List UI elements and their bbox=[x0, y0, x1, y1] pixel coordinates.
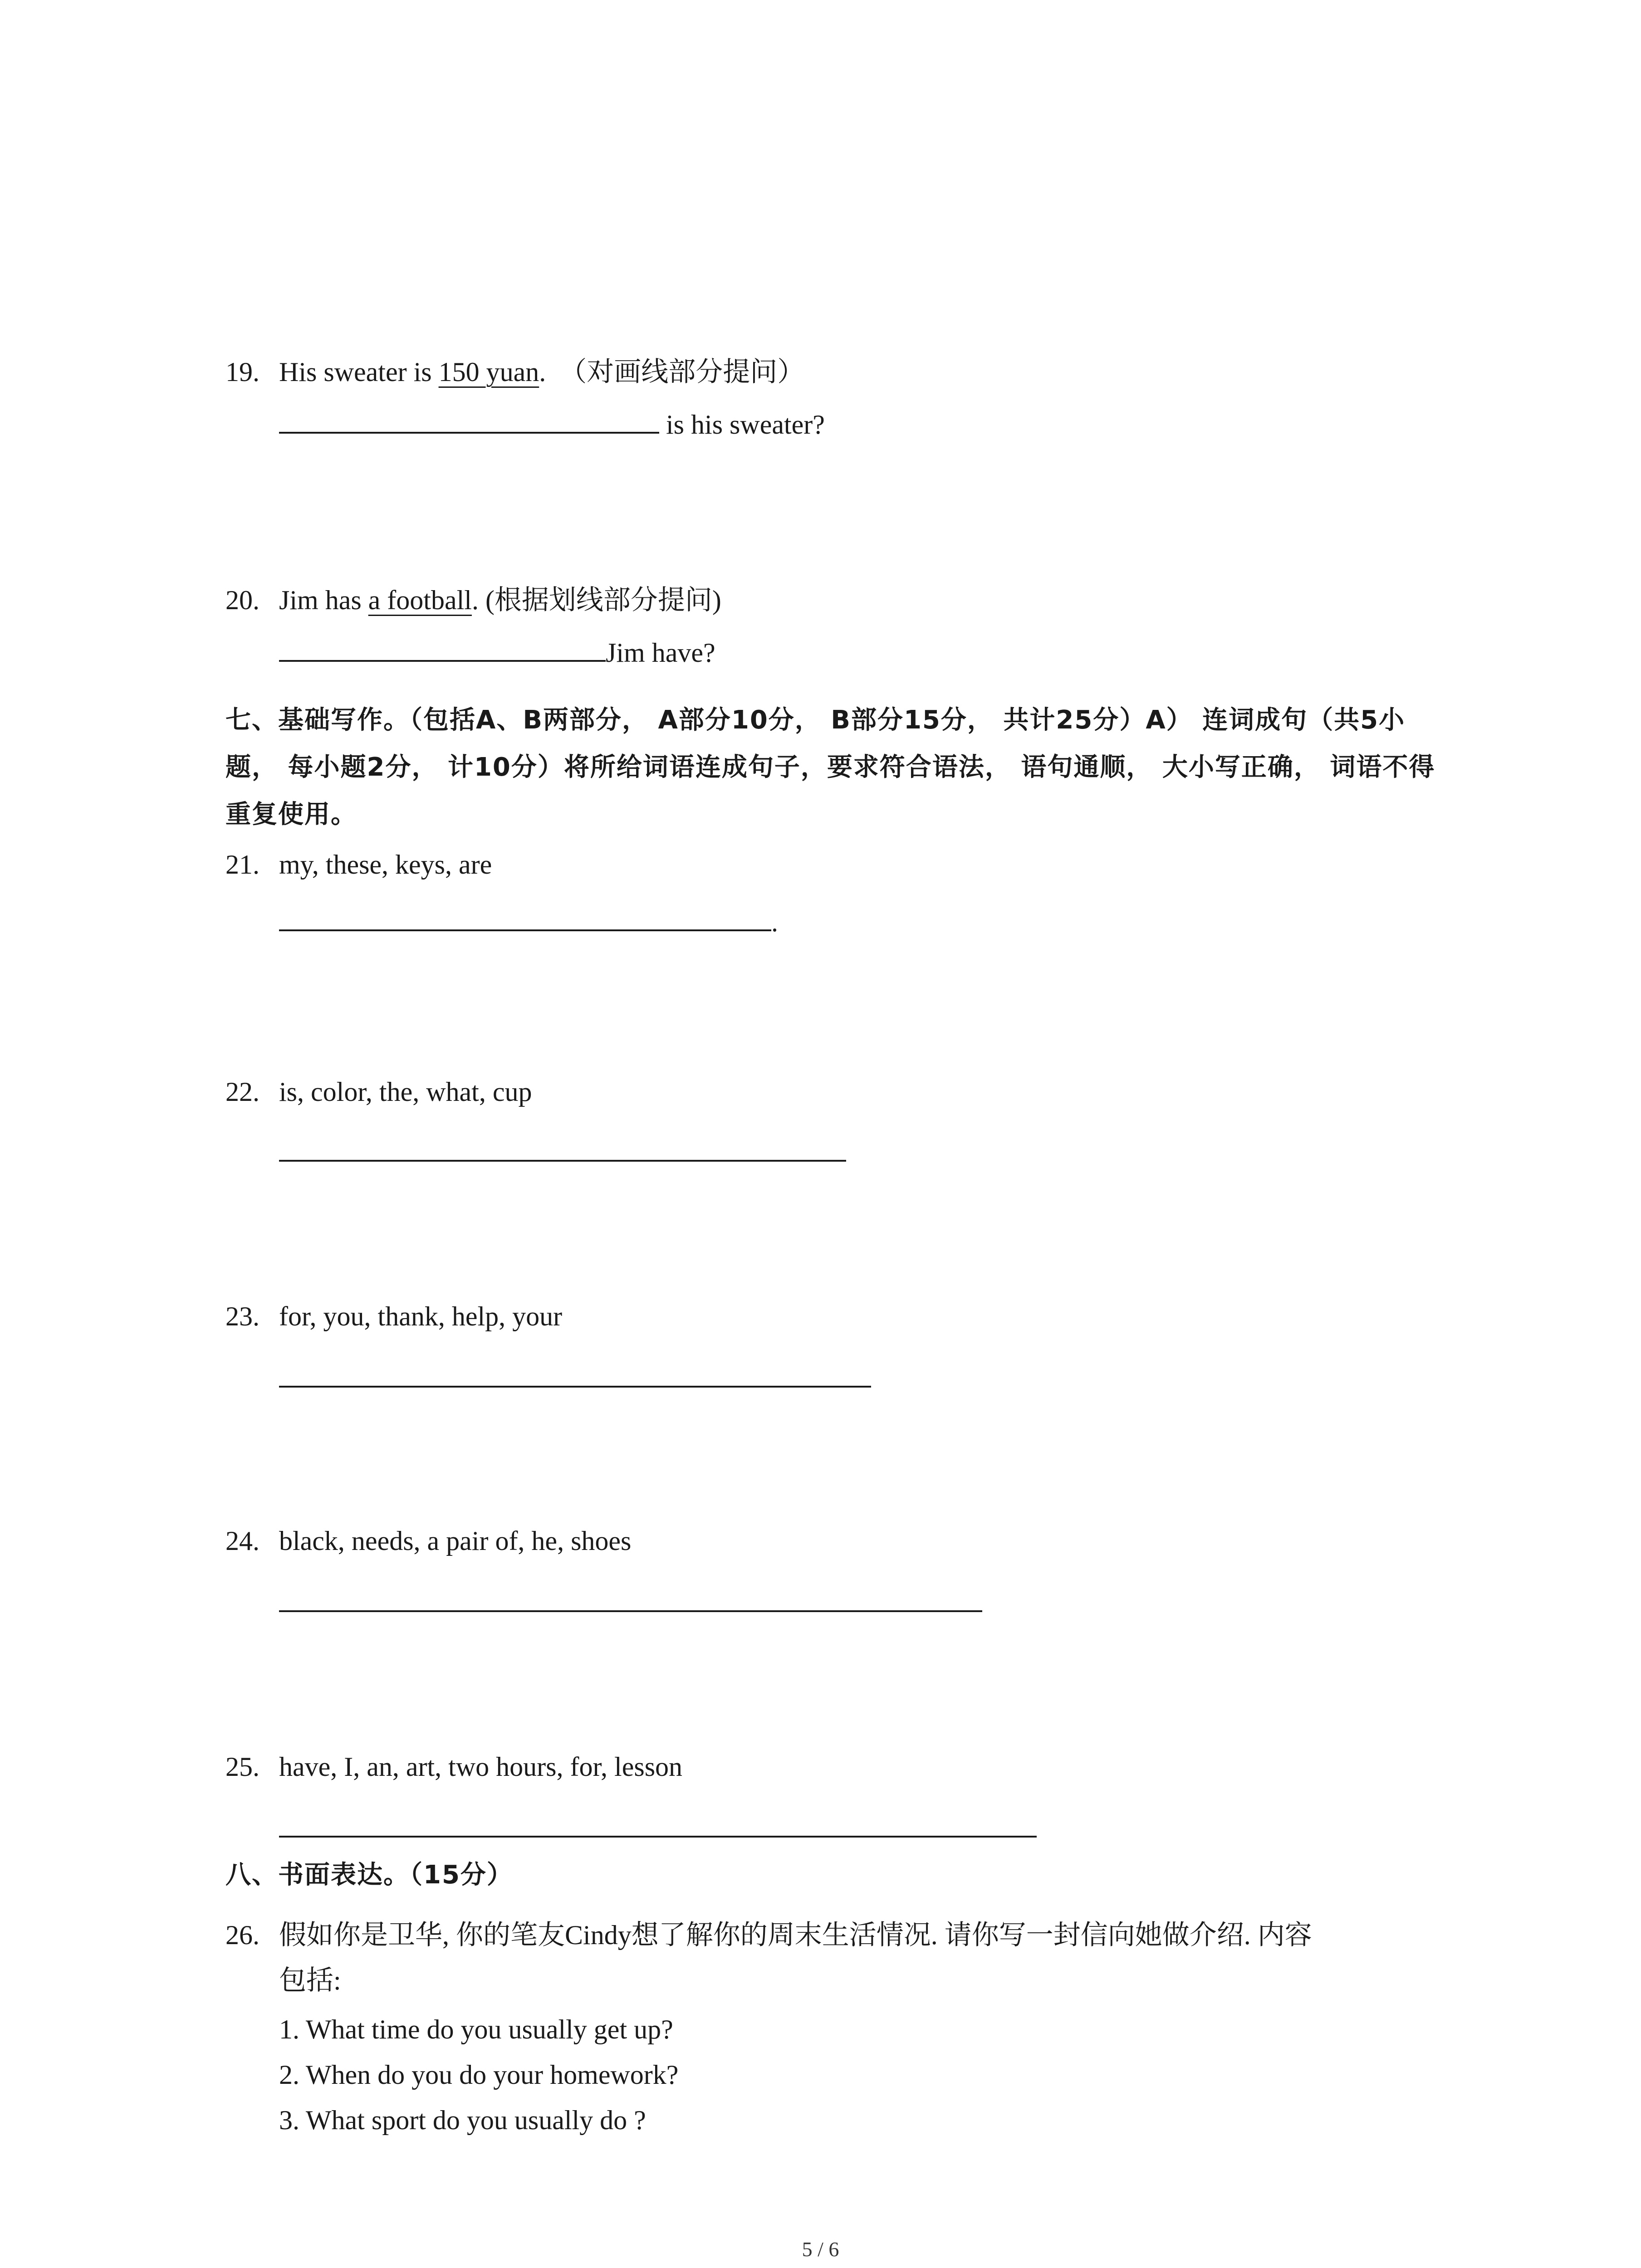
question-number: 22. bbox=[225, 1077, 260, 1107]
question-text-post: . (根据划线部分提问) bbox=[471, 585, 721, 615]
answer-blank[interactable] bbox=[279, 404, 659, 434]
question-number: 20. bbox=[225, 585, 260, 615]
question-number: 24. bbox=[225, 1526, 260, 1556]
question-text-pre: Jim has bbox=[279, 585, 368, 615]
question-number: 19. bbox=[225, 357, 260, 387]
answer-blank[interactable] bbox=[279, 1132, 846, 1162]
answer-blank[interactable] bbox=[279, 632, 606, 662]
question-text: have, I, an, art, two hours, for, lesson bbox=[279, 1752, 683, 1782]
section-7-heading: 七、基础写作。（包括A、B两部分， A部分10分， B部分15分， 共计25分）A） 连词成句（共5小题， 每小题2分， 计10分）将所给词语连成句子，要求符合语法， 语句通顺， 大小写正确， 词语不得重复使用。 bbox=[225, 705, 1435, 829]
question-text-line-1: 假如你是卫华, 你的笔友Cindy想了解你的周末生活情况. 请你写一封信向她做介绍. 内容 bbox=[279, 1920, 1312, 1950]
answer-line-25 bbox=[279, 1808, 1037, 1847]
answer-line-23 bbox=[279, 1358, 871, 1397]
answer-line-21 bbox=[279, 901, 778, 940]
question-number: 23. bbox=[225, 1301, 260, 1331]
question-26 bbox=[225, 1917, 1312, 1953]
underlined-phrase: a football bbox=[368, 585, 472, 615]
answer-suffix: Jim have? bbox=[606, 638, 715, 668]
question-19 bbox=[225, 354, 804, 390]
question-26-line-2: 包括: bbox=[279, 1965, 341, 1995]
question-text-pre: His sweater is bbox=[279, 357, 439, 387]
question-22 bbox=[225, 1074, 532, 1110]
section-8-heading: 八、书面表达。（15分） bbox=[225, 1860, 513, 1890]
answer-blank[interactable] bbox=[279, 1582, 982, 1612]
question-text: my, these, keys, are bbox=[279, 850, 492, 880]
question-23 bbox=[225, 1298, 562, 1334]
answer-line-19 bbox=[279, 404, 825, 443]
list-item: 3. What sport do you usually do ? bbox=[279, 2105, 646, 2135]
question-number: 25. bbox=[225, 1752, 260, 1782]
answer-line-20 bbox=[279, 632, 715, 671]
list-item: 2. When do you do your homework? bbox=[279, 2060, 679, 2090]
answer-line-22 bbox=[279, 1132, 846, 1171]
underlined-phrase: 150 yuan bbox=[438, 357, 539, 387]
answer-line-24 bbox=[279, 1582, 982, 1621]
question-21 bbox=[225, 846, 492, 883]
answer-blank[interactable] bbox=[279, 1808, 1037, 1838]
answer-blank[interactable] bbox=[279, 1358, 871, 1388]
question-24 bbox=[225, 1523, 631, 1559]
question-text-post: . （对画线部分提问） bbox=[539, 357, 805, 387]
question-text: is, color, the, what, cup bbox=[279, 1077, 532, 1107]
question-20 bbox=[225, 582, 721, 618]
answer-blank[interactable] bbox=[279, 901, 771, 931]
list-item: 1. What time do you usually get up? bbox=[279, 2014, 673, 2044]
question-26-prompts bbox=[279, 2007, 678, 2143]
answer-suffix: . bbox=[771, 907, 778, 937]
question-25 bbox=[225, 1749, 682, 1785]
question-text: for, you, thank, help, your bbox=[279, 1301, 563, 1331]
page-number: 5 / 6 bbox=[802, 2238, 839, 2261]
question-text: black, needs, a pair of, he, shoes bbox=[279, 1526, 632, 1556]
question-number: 26. bbox=[225, 1920, 260, 1950]
question-number: 21. bbox=[225, 850, 260, 880]
answer-suffix: is his sweater? bbox=[659, 410, 825, 440]
